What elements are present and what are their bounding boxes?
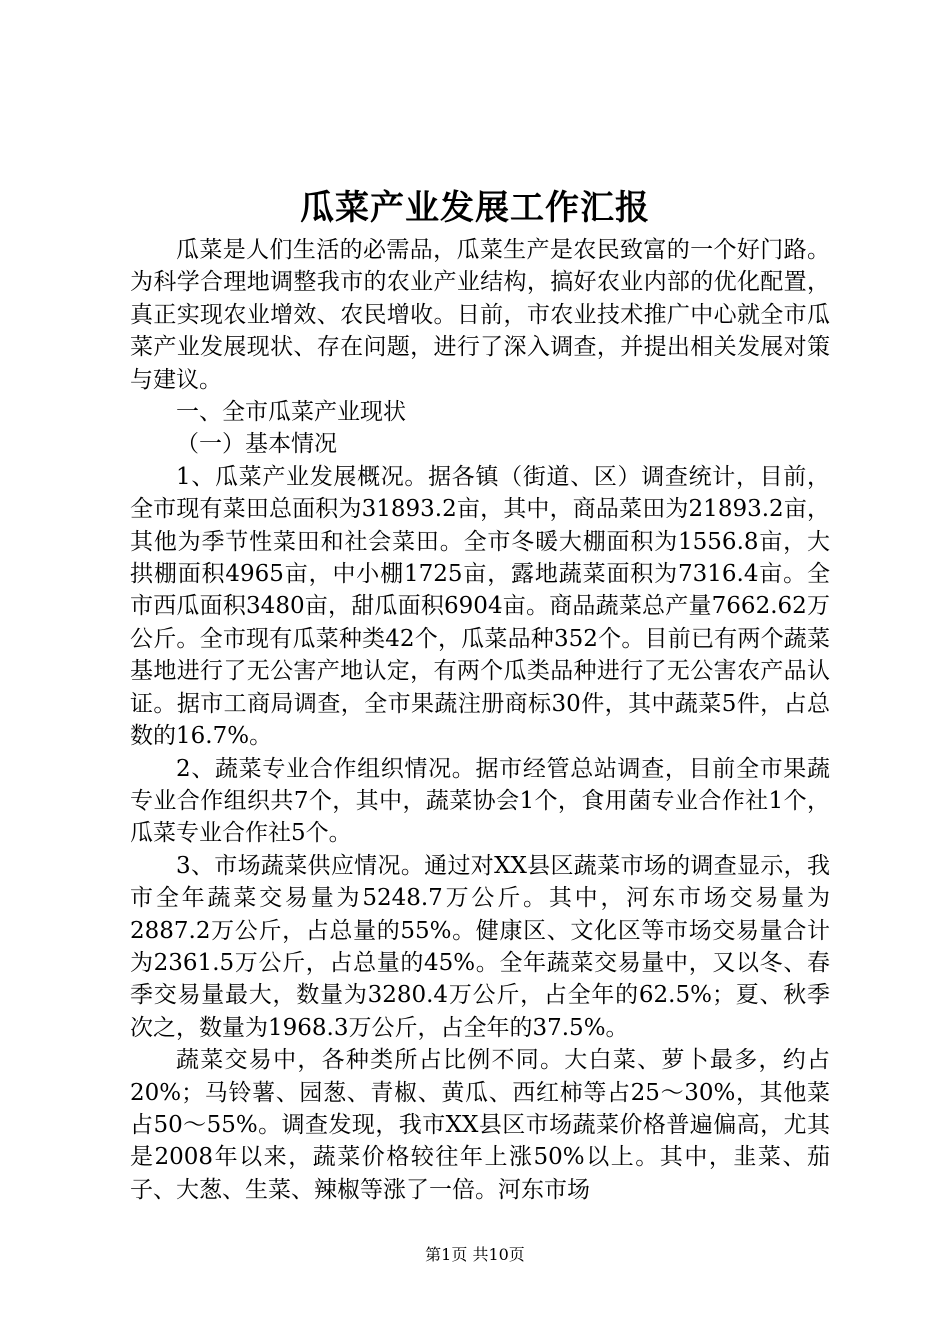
paragraph-market-supply: 3、市场蔬菜供应情况。通过对XX县区蔬菜市场的调查显示，我市全年蔬菜交易量为5248.7万公斤。其中，河东市场交易量为2887.2万公斤，占总量的55%。健康区、文化区等市场交易量合计为2361.5万公斤，占总量的45%。全年蔬菜交易量中，又以冬、春季交易量最大，数量为3280.4万公斤，占全年的62.5%；夏、秋季次之，数量为1968.3万公斤，占全年的37.5%。 [130, 852, 830, 1041]
section-heading: 一、全市瓜菜产业现状 [176, 399, 406, 426]
paragraph-overview: 1、瓜菜产业发展概况。据各镇（街道、区）调查统计，目前，全市现有菜田总面积为31893.2亩，其中，商品菜田为21893.2亩，其他为季节性菜田和社会菜田。全市冬暖大棚面积为1556.8亩，大拱棚面积4965亩，中小棚1725亩，露地蔬菜面积为7316.4亩。全市西瓜面积3480亩，甜瓜面积6904亩。商品蔬菜总产量7662.62万公斤。全市现有瓜菜种类42个，瓜菜品种352个。目前已有两个蔬菜基地进行了无公害产地认定，有两个瓜类品种进行了无公害农产品认证。据市工商局调查，全市果蔬注册商标30件，其中蔬菜5件，占总数的16.7%。 [130, 463, 830, 750]
intro-paragraph: 瓜菜是人们生活的必需品，瓜菜生产是农民致富的一个好门路。为科学合理地调整我市的农业产业结构，搞好农业内部的优化配置，真正实现农业增效、农民增收。日前，市农业技术推广中心就全市瓜菜产业发展现状、存在问题，进行了深入调查，并提出相关发展对策与建议。 [130, 237, 830, 393]
paragraph-vegetable-trade: 蔬菜交易中，各种类所占比例不同。大白菜、萝卜最多，约占20%；马铃薯、园葱、青椒、黄瓜、西红柿等占25～30%，其他菜占50～55%。调查发现，我市XX县区市场蔬菜价格普遍偏高，尤其是2008年以来，蔬菜价格较往年上涨50%以上。其中，韭菜、茄子、大葱、生菜、辣椒等涨了一倍。河东市场 [130, 1047, 830, 1203]
subsection-heading: （一）基本情况 [176, 431, 337, 458]
document-body [130, 234, 830, 1206]
paragraph-cooperatives: 2、蔬菜专业合作组织情况。据市经管总站调查，目前全市果蔬专业合作组织共7个，其中，蔬菜协会1个，食用菌专业合作社1个，瓜菜专业合作社5个。 [130, 755, 830, 847]
page-footer: 第1页 共10页 [425, 1245, 525, 1264]
document-title: 瓜菜产业发展工作汇报 [300, 188, 650, 228]
